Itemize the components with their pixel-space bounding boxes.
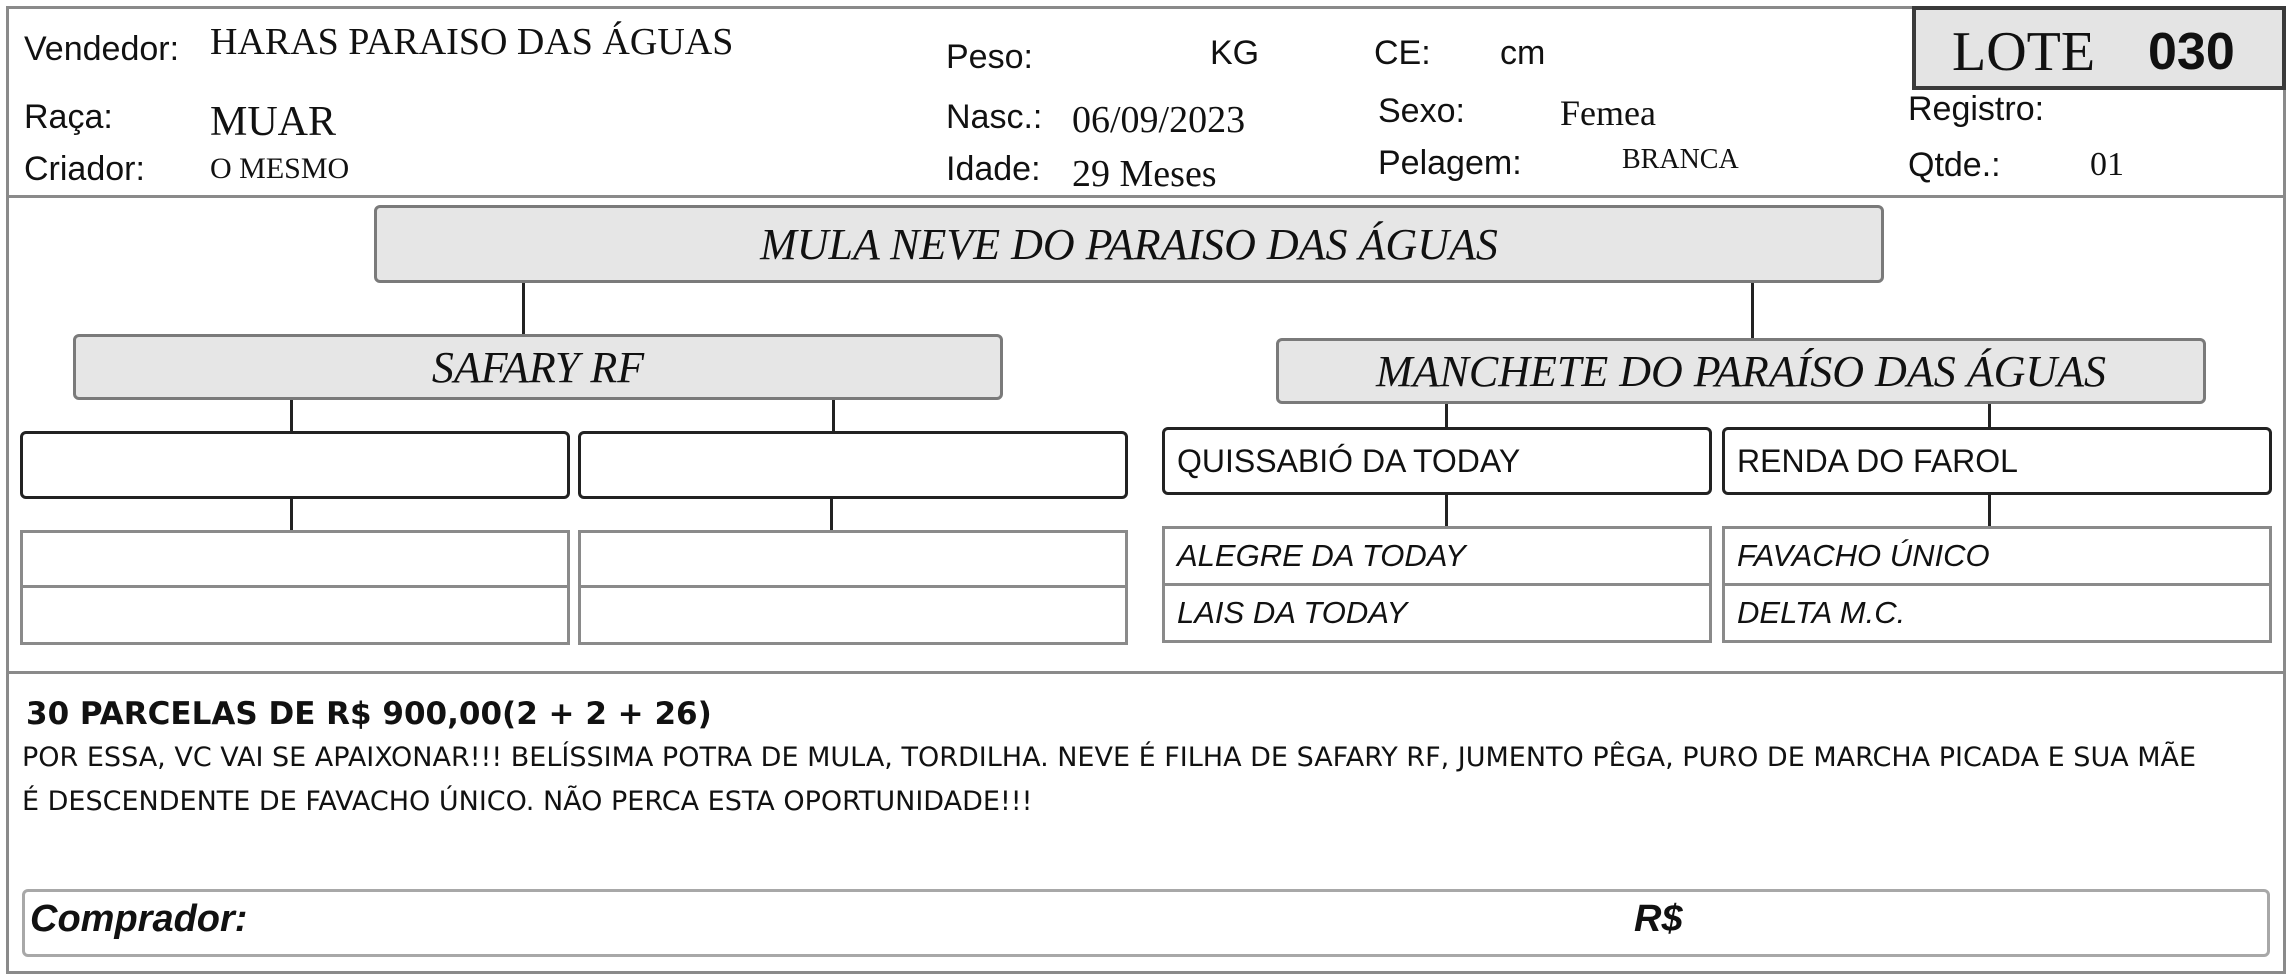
pedigree-sire-dam-sire — [578, 530, 1128, 588]
buyer-box — [22, 889, 2270, 957]
qtde-value: 01 — [2090, 146, 2124, 183]
raca-value: MUAR — [210, 99, 337, 145]
pedigree-sire-sire — [20, 431, 570, 499]
connector-grand-1 — [290, 496, 293, 534]
pedigree-dam-sire-sire-name: ALEGRE DA TODAY — [1177, 538, 1466, 573]
pedigree-dam-name: MANCHETE DO PARAÍSO DAS ÁGUAS — [1376, 346, 2106, 396]
criador-value: O MESMO — [210, 152, 350, 185]
connector-sire-left — [290, 398, 293, 434]
pedigree-sire-name: SAFARY RF — [431, 342, 645, 392]
registro-label: Registro: — [1908, 90, 2045, 128]
pedigree-dam-dam-dam — [1722, 583, 2272, 643]
sexo-label: Sexo: — [1378, 92, 1465, 130]
pedigree-dam-sire — [1162, 427, 1712, 495]
offer-description-line-1: POR ESSA, VC VAI SE APAIXONAR!!! BELÍSSIMA POTRA DE MULA, TORDILHA. NEVE É FILHA DE SAFARY RF, JUMENTO PÊGA, PURO DE MARCHA PICADA E SUA MÃE — [22, 742, 2197, 773]
pedigree-dam-dam-sire-name: FAVACHO ÚNICO — [1737, 538, 1990, 573]
pedigree-dam-sire-dam — [1162, 583, 1712, 643]
idade-value: 29 Meses — [1072, 153, 1217, 195]
pedigree-dam-dam — [1722, 427, 2272, 495]
pedigree-dam-dam-dam-name: DELTA M.C. — [1737, 595, 1906, 630]
offer-title: 30 PARCELAS DE R$ 900,00(2 + 2 + 26) — [26, 696, 712, 732]
pelagem-label: Pelagem: — [1378, 144, 1522, 182]
pedigree-dam-dam-name: RENDA DO FAROL — [1737, 442, 2018, 479]
lote-number: 030 — [2148, 23, 2235, 81]
raca-label: Raça: — [24, 98, 113, 136]
qtde-label: Qtde.: — [1908, 146, 2001, 184]
lote-label: LOTE — [1952, 21, 2096, 83]
nasc-label: Nasc.: — [946, 98, 1043, 136]
connector-grand-3 — [1445, 494, 1448, 530]
peso-label: Peso: — [946, 38, 1033, 76]
peso-unit: KG — [1210, 34, 1260, 72]
connector-animal-dam — [1751, 282, 1754, 340]
price-label: R$ — [1634, 898, 1683, 940]
ce-label: CE: — [1374, 34, 1431, 72]
pedigree-dam-dam-sire — [1722, 526, 2272, 586]
sexo-value: Femea — [1560, 93, 1656, 133]
connector-grand-2 — [830, 496, 833, 534]
pedigree-sire-dam-dam — [578, 585, 1128, 645]
pedigree-sire — [73, 334, 1003, 400]
pedigree-animal — [374, 205, 1884, 283]
comprador-label: Comprador: — [30, 898, 248, 940]
pedigree-dam-sire-name: QUISSABIÓ DA TODAY — [1177, 442, 1521, 479]
idade-label: Idade: — [946, 150, 1041, 188]
pelagem-value: BRANCA — [1622, 144, 1739, 175]
connector-grand-4 — [1988, 494, 1991, 530]
pedigree-dam-sire-dam-name: LAIS DA TODAY — [1177, 595, 1408, 630]
pedigree-dam-sire-sire — [1162, 526, 1712, 586]
nasc-value: 06/09/2023 — [1072, 99, 1246, 141]
pedigree-animal-name: MULA NEVE DO PARAISO DAS ÁGUAS — [760, 219, 1498, 269]
ce-unit: cm — [1500, 34, 1546, 72]
connector-dam-right — [1988, 400, 1991, 430]
vendedor-value: HARAS PARAISO DAS ÁGUAS — [210, 21, 734, 63]
pedigree-sire-sire-dam — [20, 585, 570, 645]
pedigree-dam — [1276, 338, 2206, 404]
connector-animal-sire — [522, 282, 525, 338]
connector-sire-right — [832, 398, 835, 434]
pedigree-sire-sire-sire — [20, 530, 570, 588]
pedigree-sire-dam — [578, 431, 1128, 499]
connector-dam-left — [1445, 400, 1448, 430]
offer-description — [22, 736, 2262, 824]
criador-label: Criador: — [24, 150, 145, 188]
vendedor-label: Vendedor: — [24, 30, 180, 68]
offer-description-line-2: É DESCENDENTE DE FAVACHO ÚNICO. NÃO PERCA ESTA OPORTUNIDADE!!! — [22, 786, 1033, 817]
